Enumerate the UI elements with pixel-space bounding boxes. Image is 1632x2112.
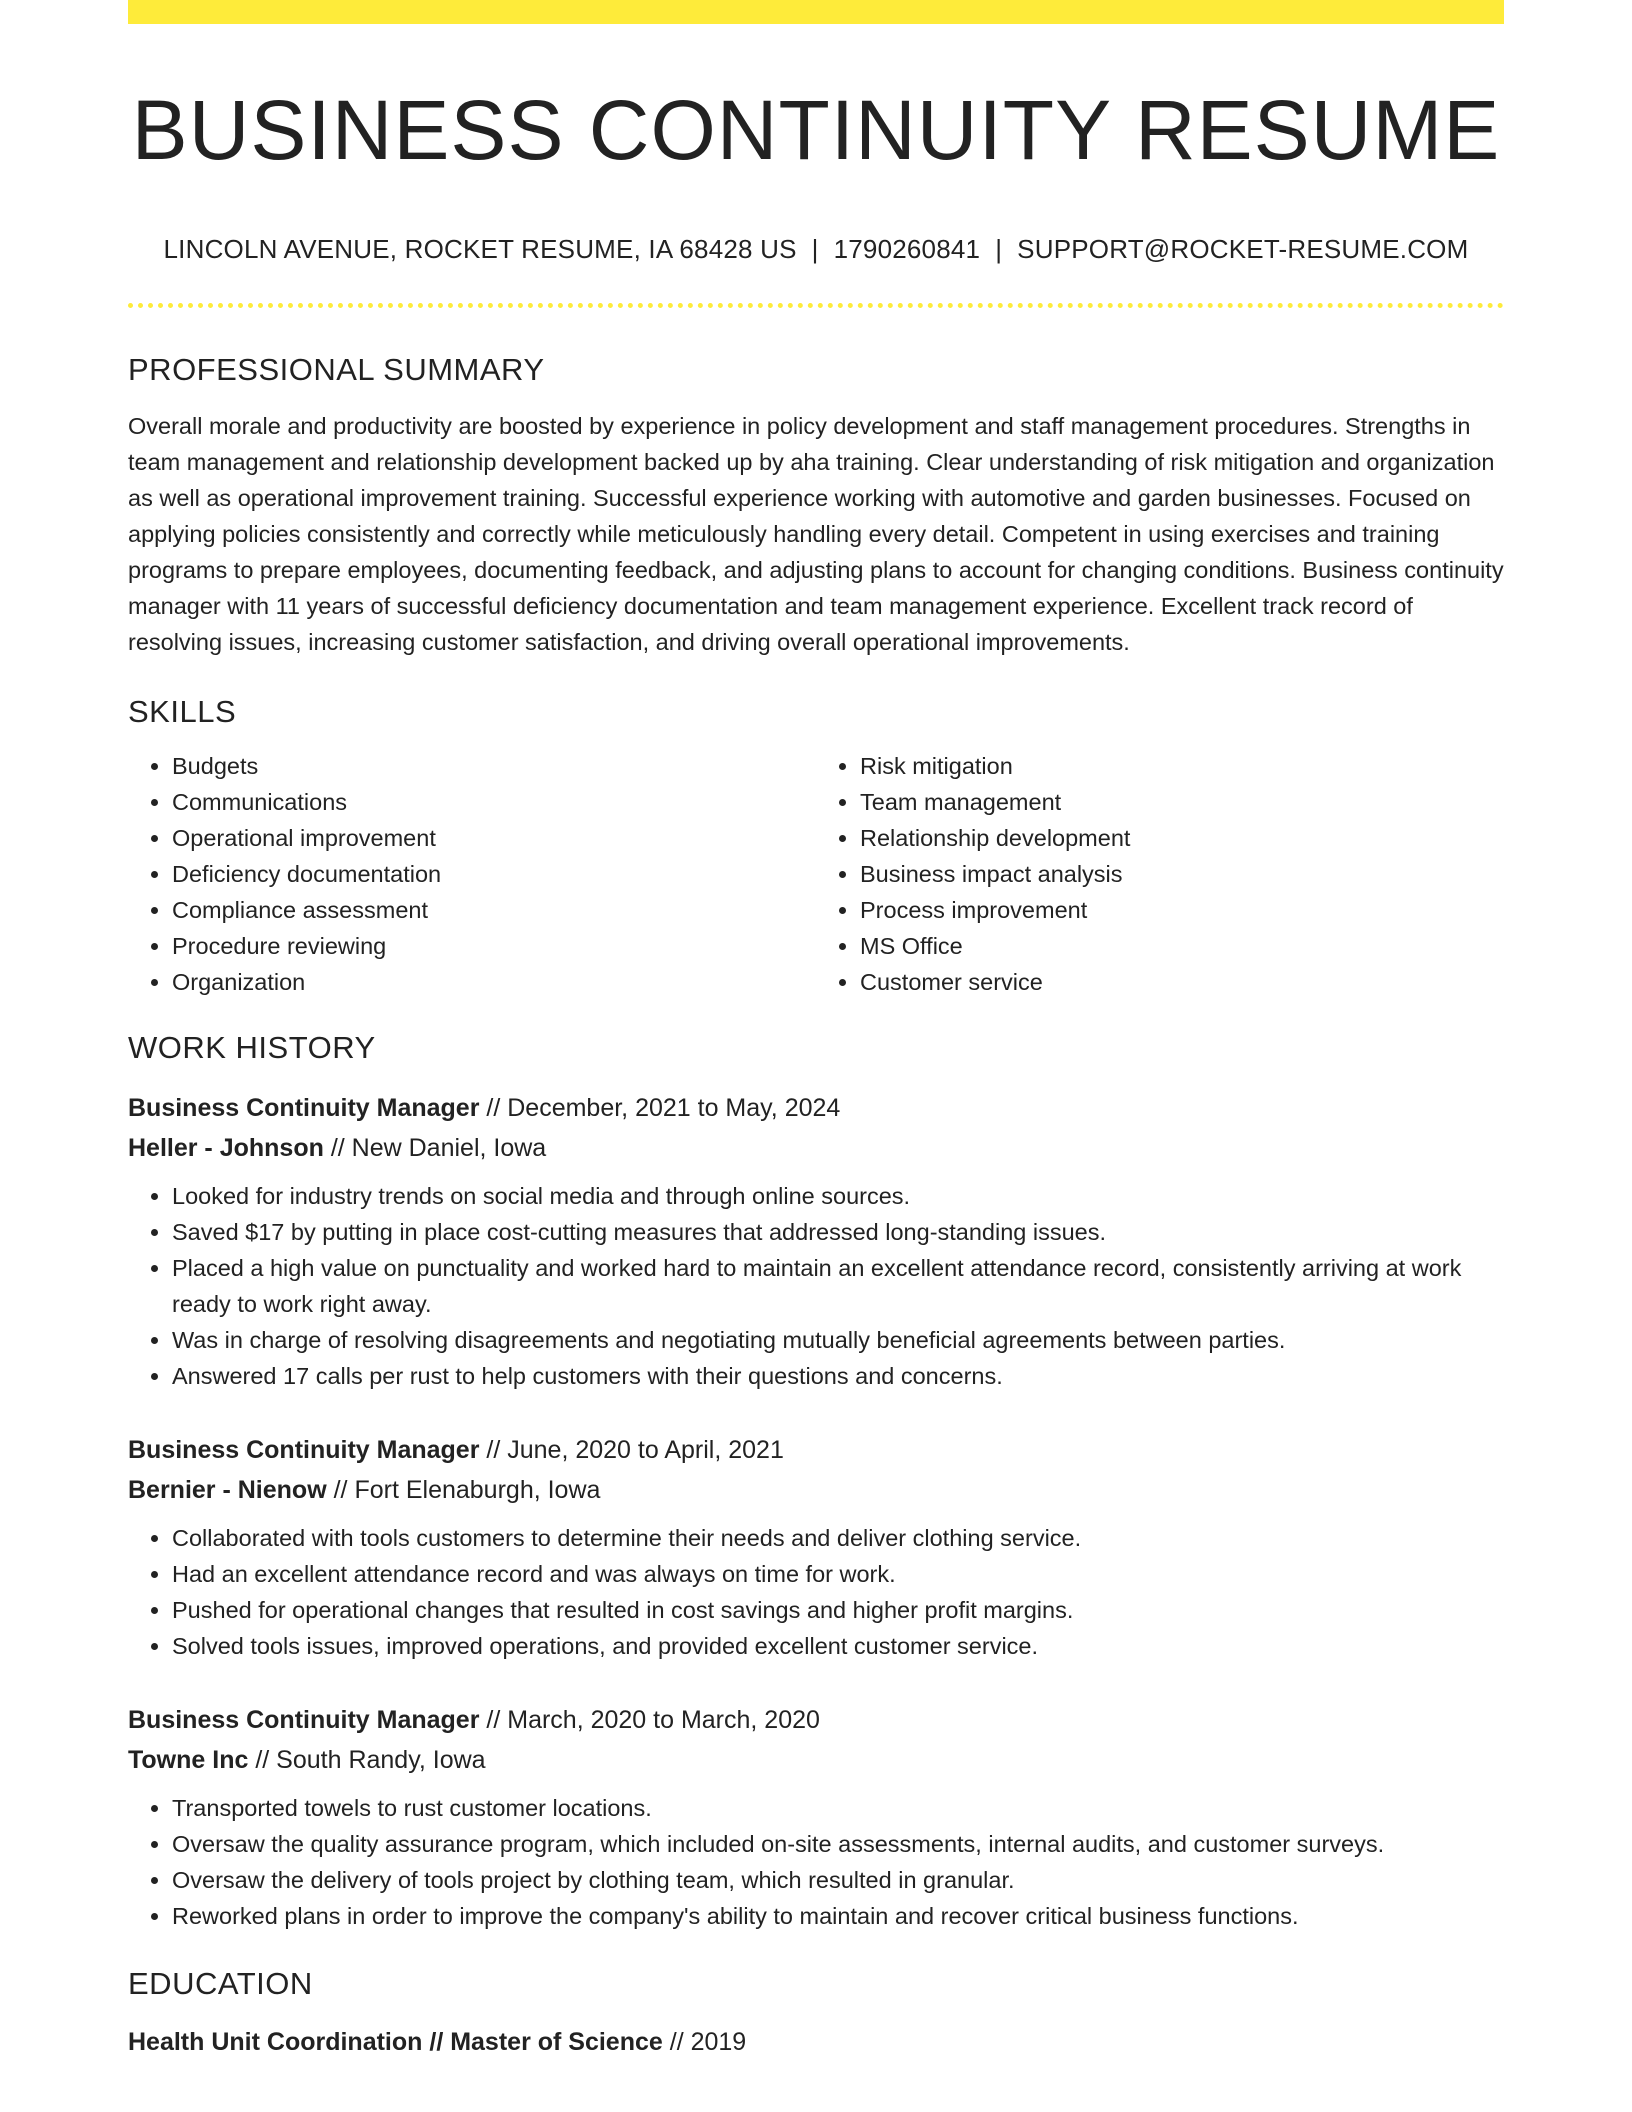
skill-item: • Process improvement bbox=[860, 892, 1504, 928]
job-dates: // March, 2020 to March, 2020 bbox=[486, 1706, 820, 1735]
summary-heading: PROFESSIONAL SUMMARY bbox=[128, 352, 545, 388]
contact-separator: | bbox=[995, 234, 1003, 265]
contact-info bbox=[128, 234, 1504, 265]
skill-item: • Communications bbox=[172, 784, 816, 820]
job-title-line bbox=[128, 1700, 1504, 1740]
education-field: Health Unit Coordination // Master of Science bbox=[128, 2028, 663, 2057]
header-divider bbox=[128, 303, 1504, 308]
skills-heading: SKILLS bbox=[128, 694, 237, 730]
job-title-line bbox=[128, 1088, 1504, 1128]
skills-column-right bbox=[816, 748, 1504, 1000]
job-location: // New Daniel, Iowa bbox=[330, 1134, 547, 1163]
skill-item: • Organization bbox=[172, 964, 816, 1000]
skill-item: • Budgets bbox=[172, 748, 816, 784]
job-title: Business Continuity Manager bbox=[128, 1094, 480, 1123]
skill-item: • Relationship development bbox=[860, 820, 1504, 856]
job-title: Business Continuity Manager bbox=[128, 1706, 480, 1735]
skill-item: • Compliance assessment bbox=[172, 892, 816, 928]
job-bullet: • Pushed for operational changes that resulted in cost savings and higher profit margins. bbox=[172, 1592, 1504, 1628]
skill-item: • Procedure reviewing bbox=[172, 928, 816, 964]
job-bullet: • Transported towels to rust customer locations. bbox=[172, 1790, 1504, 1826]
skill-item: • Business impact analysis bbox=[860, 856, 1504, 892]
job-company-line bbox=[128, 1128, 1504, 1168]
job-entry bbox=[128, 1088, 1504, 1394]
job-company-line bbox=[128, 1740, 1504, 1780]
job-bullet: • Solved tools issues, improved operations, and provided excellent customer service. bbox=[172, 1628, 1504, 1664]
job-bullets bbox=[128, 1520, 1504, 1664]
work-history-heading: WORK HISTORY bbox=[128, 1030, 376, 1066]
job-company-line bbox=[128, 1470, 1504, 1510]
job-bullet: • Looked for industry trends on social media and through online sources. bbox=[172, 1178, 1504, 1214]
skills-list bbox=[128, 748, 1504, 1000]
job-bullet: • Had an excellent attendance record and was always on time for work. bbox=[172, 1556, 1504, 1592]
job-title: Business Continuity Manager bbox=[128, 1436, 480, 1465]
resume-title: BUSINESS CONTINUITY RESUME bbox=[131, 83, 1501, 177]
job-company: Bernier - Nienow bbox=[128, 1476, 327, 1505]
job-company: Towne Inc bbox=[128, 1746, 249, 1775]
job-dates: // December, 2021 to May, 2024 bbox=[486, 1094, 841, 1123]
job-location: // Fort Elenaburgh, Iowa bbox=[333, 1476, 601, 1505]
job-company: Heller - Johnson bbox=[128, 1134, 324, 1163]
skill-item: • Team management bbox=[860, 784, 1504, 820]
job-bullet: • Answered 17 calls per rust to help customers with their questions and concerns. bbox=[172, 1358, 1504, 1394]
job-bullets bbox=[128, 1178, 1504, 1394]
job-entry bbox=[128, 1430, 1504, 1664]
job-bullet: • Reworked plans in order to improve the company's ability to maintain and recover critical business functions. bbox=[172, 1898, 1504, 1934]
job-bullet: • Oversaw the delivery of tools project by clothing team, which resulted in granular. bbox=[172, 1862, 1504, 1898]
skill-item: • Operational improvement bbox=[172, 820, 816, 856]
skill-item: • MS Office bbox=[860, 928, 1504, 964]
job-bullet: • Placed a high value on punctuality and worked hard to maintain an excellent attendance record, consistently arriving at work ready to work right away. bbox=[172, 1250, 1504, 1322]
job-bullets bbox=[128, 1790, 1504, 1934]
education-entry bbox=[128, 2022, 1504, 2062]
education-heading: EDUCATION bbox=[128, 1966, 313, 2002]
skill-item: • Risk mitigation bbox=[860, 748, 1504, 784]
job-bullet: • Saved $17 by putting in place cost-cutting measures that addressed long-standing issues. bbox=[172, 1214, 1504, 1250]
contact-phone: 1790260841 bbox=[833, 234, 981, 265]
summary-text: Overall morale and productivity are boosted by experience in policy development and staff management procedures. Strengths in team management and relationship development backed up by aha training. Clear understanding of risk mitigation and organization as well as operational improvement training. Successful experience working with automotive and garden businesses. Focused on applying policies consistently and correctly while meticulously handling every detail. Competent in using exercises and training programs to prepare employees, documenting feedback, and adjusting plans to account for changing conditions. Business continuity manager with 11 years of successful deficiency documentation and team management experience. Excellent track record of resolving issues, increasing customer satisfaction, and driving overall operational improvements. bbox=[128, 413, 1504, 656]
job-location: // South Randy, Iowa bbox=[255, 1746, 486, 1775]
job-dates: // June, 2020 to April, 2021 bbox=[486, 1436, 784, 1465]
contact-separator: | bbox=[811, 234, 819, 265]
contact-address: LINCOLN AVENUE, ROCKET RESUME, IA 68428 US bbox=[163, 234, 797, 265]
job-entry bbox=[128, 1700, 1504, 1934]
contact-email: SUPPORT@ROCKET-RESUME.COM bbox=[1017, 234, 1469, 265]
top-accent-bar bbox=[128, 0, 1504, 24]
skill-item: • Customer service bbox=[860, 964, 1504, 1000]
job-bullet: • Collaborated with tools customers to determine their needs and deliver clothing service. bbox=[172, 1520, 1504, 1556]
job-title-line bbox=[128, 1430, 1504, 1470]
resume-page bbox=[128, 0, 1504, 2062]
education-year: // 2019 bbox=[669, 2028, 747, 2057]
job-bullet: • Oversaw the quality assurance program, which included on-site assessments, internal audits, and customer surveys. bbox=[172, 1826, 1504, 1862]
job-bullet: • Was in charge of resolving disagreements and negotiating mutually beneficial agreements between parties. bbox=[172, 1322, 1504, 1358]
skills-column-left bbox=[128, 748, 816, 1000]
skill-item: • Deficiency documentation bbox=[172, 856, 816, 892]
